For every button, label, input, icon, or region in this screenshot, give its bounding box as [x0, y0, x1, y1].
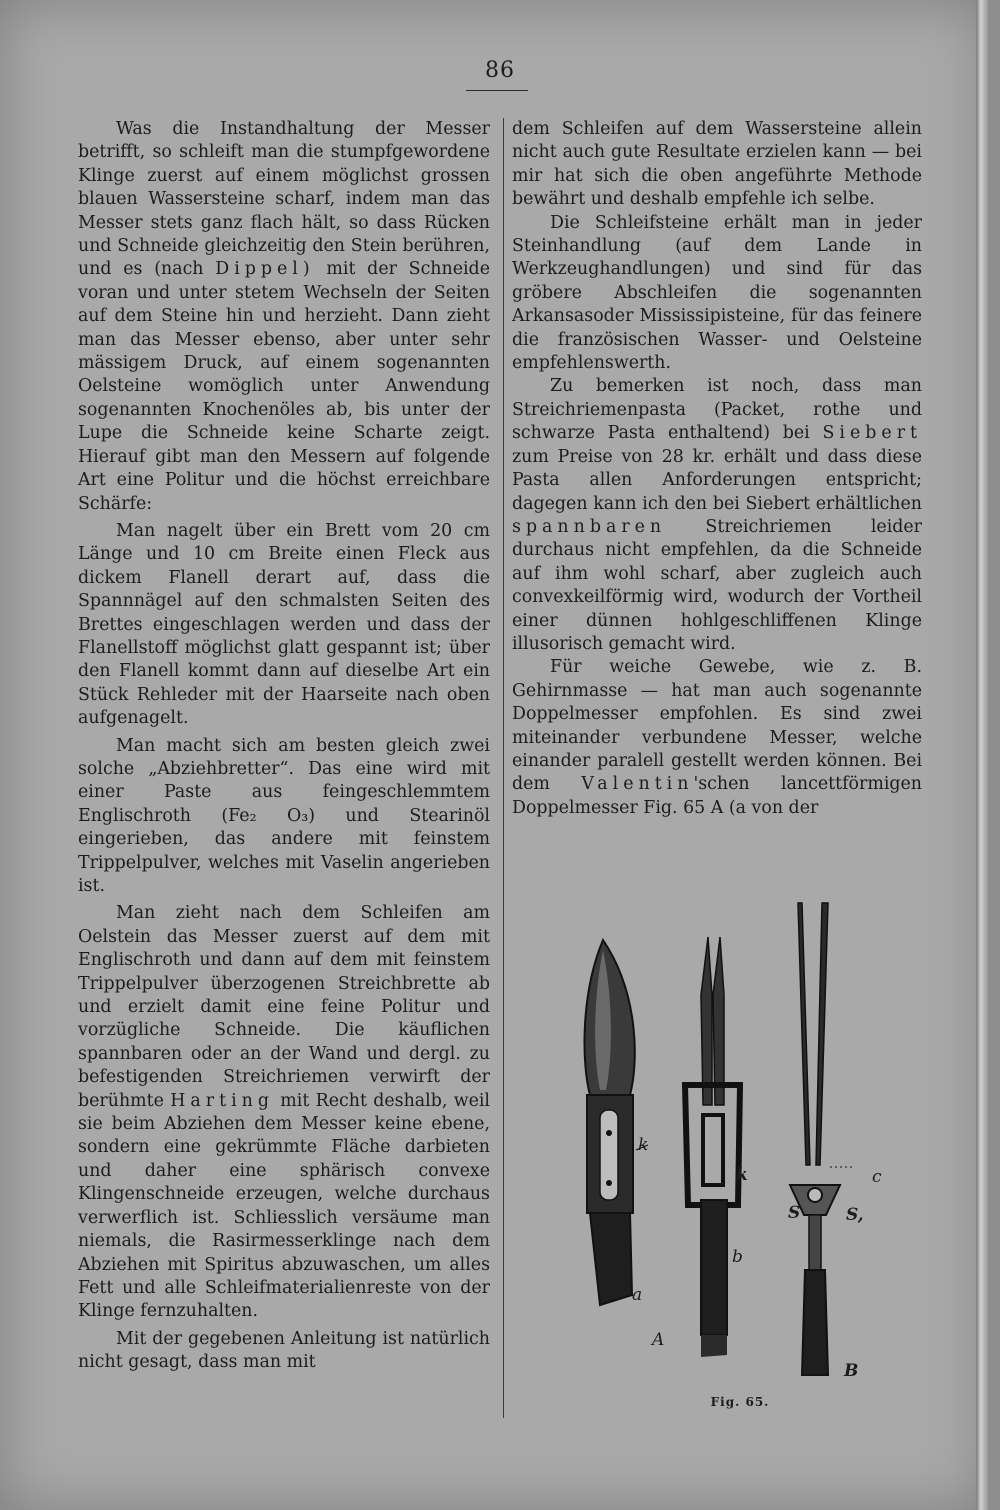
knife-b-drawing [685, 937, 740, 1357]
label-b: b [732, 1247, 743, 1267]
paragraph: Die Schleifsteine erhält man in jeder Steinhandlung (auf dem Lande in Werkzeughandlungen) und sind für das gröbere Abschleifen die sogenannten Arkansasoder Mississipisteine, für das feinere die französischen Wasser- und Oelsteine empfehlenswerth. [512, 212, 922, 374]
page-number: 86 [485, 58, 515, 83]
label-s: S [788, 1203, 801, 1223]
label-k-knife-b: k [736, 1165, 748, 1185]
paragraph: Was die Instandhaltung der Messer betrifft, so schleift man die stumpfgewordene Klinge zuerst auf einem möglichst grossen blauen Wassersteine scharf, indem man das Messer stets ganz flach hält, so dass Rücken und Schneide gleichzeitig den Stein berühren, und es (nach Dippel) mit der Schneide voran und unter stetem Wechseln der Seiten auf dem Steine hin und herzieht. Dann zieht man das Messer ebenso, aber unter sehr mässigem Druck, auf einem sogenannten Oelsteine womöglich unter Anwendung sogenannten Knochenöles ab, bis unter der Lupe die Schneide keine Scharte zeigt. Hierauf gibt man den Messern auf folgende Art eine Politur und die höchst erreichbare Schärfe: [78, 119, 490, 514]
paragraph: Für weiche Gewebe, wie z. B. Gehirnmasse — hat man auch sogenannte Doppelmesser empfohlen. Es sind zwei miteinander verbundene Messer, welche einander paralell gestellt werden können. Bei dem Valentin'schen lancettförmigen Doppelmesser Fig. 65 A (a von der [512, 657, 923, 818]
person-name: Harting [170, 1090, 274, 1111]
figure-caption: Fig. 65. [710, 1395, 770, 1409]
label-A: A [652, 1330, 665, 1350]
label-s1: S, [846, 1205, 864, 1225]
emphasized-word: spannbaren [512, 516, 667, 537]
page-number-rule [466, 90, 528, 91]
paragraph: Mit der gegebenen Anleitung ist natürlich nicht gesagt, dass man mit [78, 1328, 490, 1373]
paragraph: Zu bemerken ist noch, dass man Streichriemenpasta (Packet, rothe und schwarze Pasta enthaltend) bei Siebert zum Preise von 28 kr. erhält und dass diese Pasta allen Anforderungen entspricht; dagegen kann ich den bei Siebert erhältlichen spannbaren Streichriemen leider durchaus nicht empfehlen, da die Schneide auf ihm wohl scharf, aber zugleich auch convexkeilförmig wird, wodurch der Vortheil einer dünnen hohlgeschliffenen Klinge illusorisch gemacht wird. [512, 376, 922, 654]
knife-a-drawing [584, 940, 648, 1305]
left-column [78, 118, 490, 1375]
column-divider [503, 118, 504, 1418]
paragraph: dem Schleifen auf dem Wassersteine allein nicht auch gute Resultate erzielen kann — bei mir hat sich die oben angeführte Methode bewährt und deshalb empfehle ich selbe. [512, 119, 922, 210]
knife-c-drawing [790, 903, 852, 1375]
person-name: Valentin [581, 774, 694, 795]
figure-65 [560, 895, 920, 1435]
paragraph: Man zieht nach dem Schleifen am Oelstein das Messer zuerst auf dem mit Englischroth und dann auf dem mit feinstem Trippelpulver überzogenen Streichbrette ab und erzielt damit eine feine Politur und vorzügliche Schneide. Die käuflichen spannbaren oder an der Wand und dergl. zu befestigenden Streichriemen verwirft der berühmte Harting mit Recht deshalb, weil sie beim Abziehen dem Messer keine ebene, sondern eine gekrümmte Fläche darbieten und daher eine sphärisch convexe Klingenschneide erzeugen, welche durchaus verwerflich ist. Schliesslich versäume man niemals, die Rasirmesserklinge nach dem Abziehen mit Spiritus abzuwaschen, um alles Fett und alle Schleifmaterialienreste von der Klinge fernzuhalten. [78, 903, 490, 1322]
person-name: Siebert [822, 423, 922, 444]
paragraph: Man macht sich am besten gleich zwei solche „Abziehbretter“. Das eine wird mit einer Paste aus feingeschlemmtem Englischroth (Fe₂ O₃) und Stearinöl eingerieben, das andere mit feinstem Trippelpulver, welches mit Vaselin angerieben ist. [78, 735, 490, 896]
label-a: a [632, 1285, 643, 1305]
person-name: Dippel) [215, 259, 315, 280]
label-k-knife-a: k [638, 1135, 649, 1155]
label-B: B [844, 1361, 859, 1381]
page-edge [976, 0, 988, 1510]
right-column [512, 118, 922, 820]
label-c: c [872, 1167, 882, 1187]
paragraph: Man nagelt über ein Brett vom 20 cm Länge und 10 cm Breite einen Fleck aus dickem Flanell derart auf, dass die Spannnägel auf den schmalsten Seiten des Brettes eingeschlagen werden und dass der Flanellstoff möglichst glatt gespannt ist; über den Flanell kommt dann auf dieselbe Art ein Stück Rehleder mit der Haarseite nach oben aufgenagelt. [78, 520, 490, 729]
